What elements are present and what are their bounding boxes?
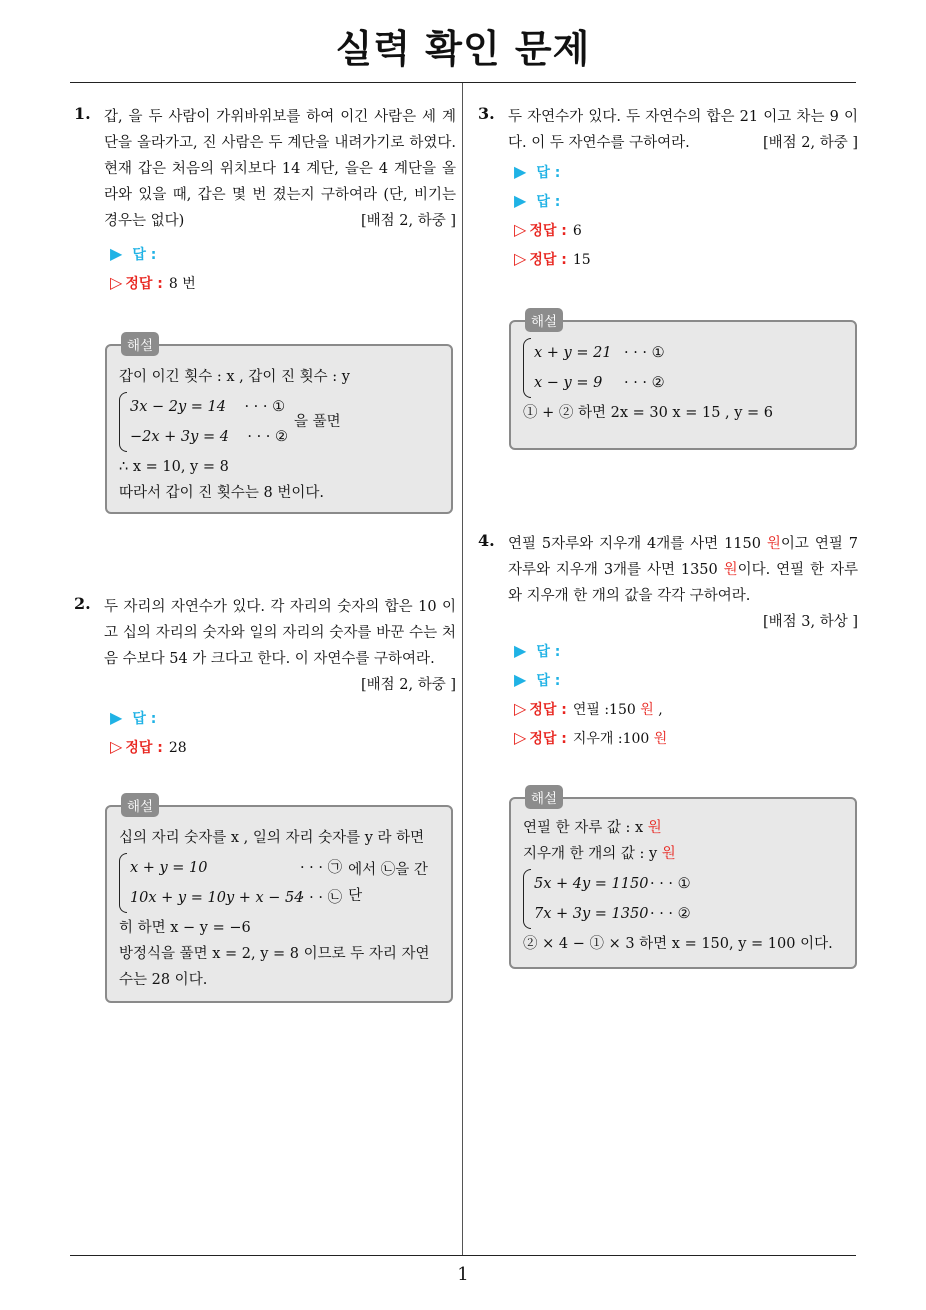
equation-row: x − y = 9 <box>534 375 603 391</box>
page-number: 1 <box>457 1264 469 1285</box>
brace <box>119 392 127 452</box>
correct-triangle-icon: ▷ <box>110 273 123 292</box>
answer-label: 답 : <box>132 711 157 727</box>
problem-number: 2. <box>74 594 91 613</box>
brace <box>523 869 531 929</box>
equation-system <box>523 869 845 929</box>
equation-row: 10x + y = 10y + x − 54 <box>129 890 304 906</box>
correct-label: 정답 : <box>529 223 567 239</box>
correct-label: 정답 : <box>125 276 163 292</box>
correct-answer-line <box>514 245 858 274</box>
correct-triangle-icon: ▷ <box>514 699 527 718</box>
answer-line <box>110 704 456 733</box>
answer-line <box>514 637 858 666</box>
problem-number: 3. <box>478 104 495 123</box>
correct-value: 15 <box>572 252 591 268</box>
solution-text: 을 풀면 <box>294 414 341 430</box>
solution-text: 에서 ㉡을 간단 <box>348 862 428 904</box>
correct-label: 정답 : <box>125 740 163 756</box>
problem-score: [배점 2, 하중 ] <box>762 135 858 151</box>
correct-triangle-icon: ▷ <box>514 249 527 268</box>
solution-line: 지우개 한 개의 값 : y 원 <box>523 846 676 862</box>
equation-tag: · · · ㉠ <box>299 860 343 876</box>
equation-row: 5x + 4y = 1150 <box>534 876 649 892</box>
correct-answer-line <box>514 724 858 753</box>
equation-row: 3x − 2y = 14 <box>130 399 227 415</box>
problem-number: 4. <box>478 531 495 550</box>
equation-tag: · · · ㉡ <box>299 890 343 906</box>
answer-label: 답 : <box>536 644 561 660</box>
problem-1 <box>74 104 456 298</box>
solution-line: ∴ x = 10, y = 8 <box>119 459 229 475</box>
equation-system <box>523 338 845 398</box>
solution-tag: 해설 <box>121 793 159 817</box>
solution-line: 히 하면 x − y = −6 <box>119 920 251 936</box>
equation-row: x + y = 10 <box>129 860 208 876</box>
equation-tag: · · · ① <box>624 345 665 361</box>
answer-line <box>514 158 858 187</box>
correct-label: 정답 : <box>529 702 567 718</box>
correct-answer-line <box>110 269 456 298</box>
answer-triangle-icon: ▶ <box>514 641 527 660</box>
correct-triangle-icon: ▷ <box>514 728 527 747</box>
page-title: 실력 확인 문제 <box>335 27 591 71</box>
solution-line: 십의 자리 숫자를 x , 일의 자리 숫자를 y 라 하면 <box>119 830 425 846</box>
equation-tag: · · · ① <box>650 876 691 892</box>
bottom-divider <box>70 1255 856 1256</box>
correct-answer-line <box>514 216 858 245</box>
problem-text: 두 자연수가 있다. 두 자연수의 합은 21 이고 차는 9 이다. 이 두 자연수를 구하여라. <box>508 109 858 151</box>
answer-line <box>514 666 858 695</box>
answer-label: 답 : <box>132 247 157 263</box>
correct-value: 지우개 :100 원 <box>572 731 668 747</box>
solution-line: ① + ② 하면 2x = 30 x = 15 , y = 6 <box>523 405 774 421</box>
correct-triangle-icon: ▷ <box>110 737 123 756</box>
answer-label: 답 : <box>536 194 561 210</box>
equation-system <box>119 853 441 913</box>
problem-score: [배점 2, 하중 ] <box>360 213 456 229</box>
answer-triangle-icon: ▶ <box>110 244 123 263</box>
answer-triangle-icon: ▶ <box>110 708 123 727</box>
equation-tag: · · · ② <box>624 375 665 391</box>
currency-unit: 원 <box>723 562 738 578</box>
equation-tag: · · · ② <box>247 429 289 445</box>
column-divider <box>462 83 463 1255</box>
solution-line: 갑이 이긴 횟수 : x , 갑이 진 횟수 : y <box>119 369 350 385</box>
solution-line: 따라서 갑이 진 횟수는 8 번이다. <box>119 485 324 501</box>
answer-label: 답 : <box>536 673 561 689</box>
answer-triangle-icon: ▶ <box>514 191 527 210</box>
problem-2 <box>74 594 456 762</box>
brace <box>523 338 531 398</box>
problem-4 <box>478 531 858 753</box>
answer-line <box>514 187 858 216</box>
solution-line: 연필 한 자루 값 : x 원 <box>523 820 662 836</box>
solution-box-2 <box>105 799 453 1003</box>
solution-box-3 <box>509 314 857 450</box>
problem-3 <box>478 104 858 274</box>
problem-text: 연필 5자루와 지우개 4개를 사면 1150 원이고 연필 7자루와 지우개 3개를 사면 1350 원이다. 연필 한 자루와 지우개 한 개의 값을 각각 구하여라. <box>508 536 858 604</box>
equation-row: 7x + 3y = 1350 <box>534 906 649 922</box>
problem-score: [배점 2, 하중 ] <box>360 677 456 693</box>
equation-row: x + y = 21 <box>534 345 612 361</box>
answer-line <box>110 240 456 269</box>
problem-text: 두 자리의 자연수가 있다. 각 자리의 숫자의 합은 10 이고 십의 자리의 숫자와 일의 자리의 숫자를 바꾼 수는 처음 수보다 54 가 크다고 한다. 이 자연수를 구하여라. <box>104 599 456 667</box>
solution-line: 방정식을 풀면 x = 2, y = 8 이므로 두 자리 자연수는 28 이다. <box>119 946 430 988</box>
correct-value: 6 <box>572 223 582 239</box>
answer-label: 답 : <box>536 165 561 181</box>
solution-box-1 <box>105 338 453 514</box>
equation-row: −2x + 3y = 4 <box>130 429 229 445</box>
correct-answer-line <box>110 733 456 762</box>
solution-tag: 해설 <box>525 785 563 809</box>
correct-label: 정답 : <box>529 252 567 268</box>
correct-value: 연필 :150 원 , <box>572 702 663 718</box>
currency-unit: 원 <box>766 536 781 552</box>
problem-text: 갑, 을 두 사람이 가위바위보를 하여 이긴 사람은 세 계단을 올라가고, 진 사람은 두 계단을 내려가기로 하였다. 현재 갑은 처음의 위치보다 14 계단, 을은 4 계단을 올라와 있을 때, 갑은 몇 번 졌는지 구하여라 (단, 비기는 경우는 없다) <box>104 109 456 229</box>
answer-triangle-icon: ▶ <box>514 162 527 181</box>
solution-tag: 해설 <box>525 308 563 332</box>
correct-value: 8 번 <box>168 276 196 292</box>
top-divider <box>70 82 856 83</box>
correct-value: 28 <box>168 740 187 756</box>
equation-system <box>119 392 441 452</box>
equation-tag: · · · ② <box>650 906 691 922</box>
problem-number: 1. <box>74 104 91 123</box>
answer-triangle-icon: ▶ <box>514 670 527 689</box>
problem-score: [배점 3, 하상 ] <box>762 614 858 630</box>
solution-tag: 해설 <box>121 332 159 356</box>
brace <box>119 853 127 913</box>
correct-triangle-icon: ▷ <box>514 220 527 239</box>
solution-box-4 <box>509 791 857 969</box>
correct-answer-line <box>514 695 858 724</box>
solution-line: ② × 4 − ① × 3 하면 x = 150, y = 100 이다. <box>523 936 833 952</box>
equation-tag: · · · ① <box>244 399 286 415</box>
correct-label: 정답 : <box>529 731 567 747</box>
